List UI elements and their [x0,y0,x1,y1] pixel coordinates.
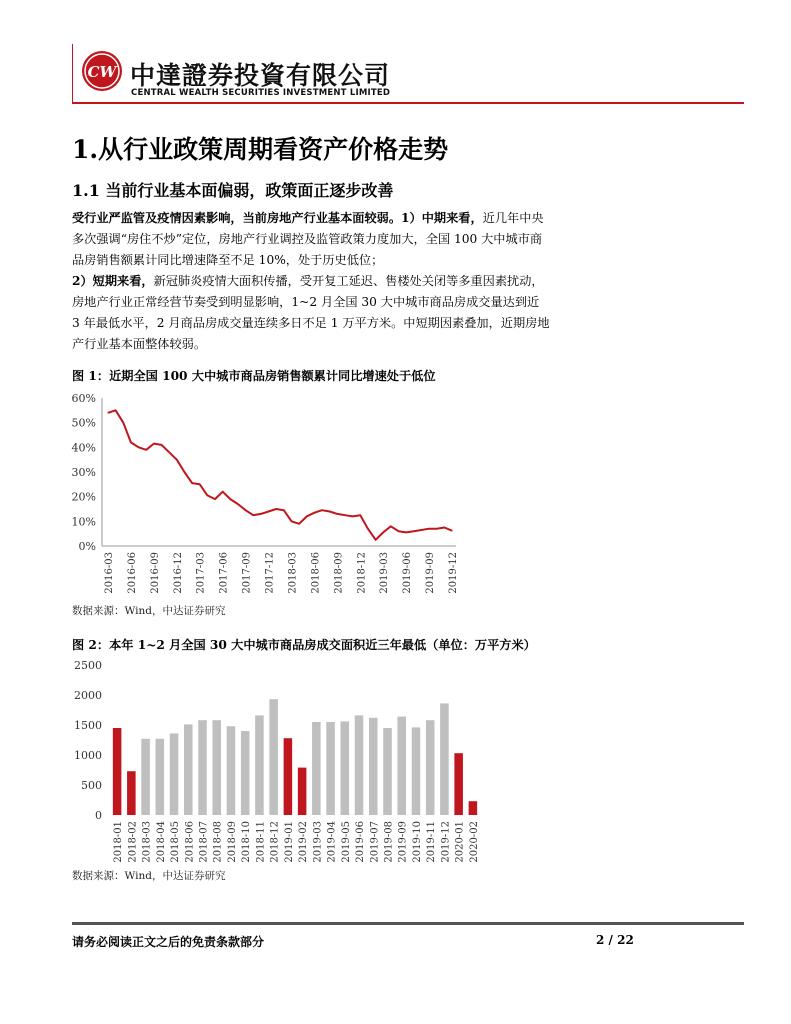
bar [469,801,478,815]
figure-2-source: 数据来源：Wind，中达证券研究 [72,870,226,882]
x-tick-label: 2019-03 [379,552,391,594]
data-point [191,483,192,484]
x-tick-label: 2019-04 [326,821,338,863]
data-point [436,528,437,529]
footer-disclaimer: 请务必阅读正文之后的免责条款部分 [72,935,265,949]
line-chart [60,388,480,600]
y-tick-label: 20% [71,490,96,504]
y-tick-label: 0% [78,540,96,553]
bar [397,717,406,815]
bar [156,739,165,815]
data-point [413,531,414,532]
x-tick-label: 2019-12 [448,552,459,594]
x-tick-label: 2019-09 [425,552,437,594]
x-tick-label: 2020-01 [454,821,466,863]
bar [198,720,207,815]
y-tick-label: 50% [71,416,96,430]
data-point [107,412,108,413]
x-tick-label: 2017-03 [195,552,207,594]
bar [383,728,392,815]
bar [284,738,293,815]
x-tick-label: 2019-12 [440,821,452,863]
x-tick-label: 2018-07 [198,821,210,863]
x-tick-label: 2017-12 [264,552,276,594]
header-rule [72,102,744,104]
bar-chart [60,655,490,865]
data-point [153,443,154,444]
data-point [123,422,124,423]
data-point [291,521,292,522]
bar [369,718,378,815]
figure-2-title: 图 2：本年 1~2 月全国 30 大中城市商品房成交面积近三年最低（单位：万平方米） [72,638,536,652]
y-tick-label: 1000 [74,749,102,762]
page-number: 2 / 22 [596,933,634,947]
y-tick-label: 500 [81,779,102,792]
data-point [245,510,246,511]
data-point [237,503,238,504]
data-point [161,444,162,445]
data-point [421,529,422,530]
x-tick-label: 2018-12 [269,821,281,863]
x-tick-label: 2016-03 [104,552,115,594]
data-point [146,449,147,450]
data-point [214,499,215,500]
data-point [360,515,361,516]
paragraph-2-text: 新冠肺炎疫情大面积传播，受开复工延迟、售楼处关闭等多重因素扰动，房地产行业正常经营节奏受到明显影响，1~2 月全国 30 大中城市商品房成交量达到近 3 年最低水平，2 月商品房成交量连续多日不足 1 万平方米。中短期因素叠加，近期房地产行业基本面整体较弱。 [72,274,550,351]
data-point [222,491,223,492]
bar [341,721,350,815]
data-point [299,523,300,524]
data-point [444,527,445,528]
bar [355,715,364,815]
subsection-title: 1.1 当前行业基本面偏弱，政策面正逐步改善 [72,181,394,200]
bar [298,768,307,815]
x-tick-label: 2016-12 [172,552,184,594]
x-tick-label: 2019-02 [298,821,310,863]
data-point [337,513,338,514]
data-point [321,510,322,511]
x-tick-label: 2018-03 [141,821,153,863]
data-point [199,484,200,485]
data-point [344,515,345,516]
x-tick-label: 2019-06 [355,821,367,863]
bar [227,726,236,815]
x-tick-label: 2019-06 [402,552,414,594]
bar [170,733,179,815]
bar [326,722,335,815]
data-point [169,452,170,453]
y-tick-label: 10% [71,515,96,529]
figure-1-source: 数据来源：Wind，中达证券研究 [72,605,226,617]
paragraph-1-text: 近几年中央多次强调“房住不炒”定位，房地产行业调控及监管政策力度加大，全国 100 大中城市商品房销售额累计同比增速降至不足 10%，处于历史低位； [72,211,544,267]
footer-rule [72,922,744,925]
bar [426,720,435,815]
bar [269,699,278,815]
data-point [268,511,269,512]
data-point [184,471,185,472]
data-point [276,508,277,509]
bar [127,771,136,815]
company-name-cn: 中達證券投資有限公司 [130,61,391,90]
data-point [383,532,384,533]
x-tick-label: 2019-08 [383,821,395,863]
x-tick-label: 2019-03 [312,821,324,863]
x-tick-label: 2016-09 [149,552,161,594]
bar [184,724,193,815]
x-tick-label: 2019-07 [369,821,381,863]
x-tick-label: 2019-11 [426,821,438,863]
x-tick-label: 2018-12 [356,552,368,594]
data-point [230,499,231,500]
figure-1-title: 图 1：近期全国 100 大中城市商品房销售额累计同比增速处于低位 [72,369,436,383]
x-tick-label: 2018-06 [310,552,322,594]
x-tick-label: 2017-06 [218,552,230,594]
x-tick-label: 2018-06 [184,821,196,863]
y-tick-label: 1500 [74,719,102,732]
x-tick-label: 2018-10 [241,821,253,863]
x-tick-label: 2019-01 [283,821,295,863]
company-logo [82,51,122,91]
data-point [207,495,208,496]
data-point [428,528,429,529]
data-point [329,511,330,512]
x-tick-label: 2018-09 [333,552,345,594]
y-tick-label: 40% [71,441,96,455]
data-point [352,516,353,517]
data-point [451,530,452,531]
data-point [306,516,307,517]
x-tick-label: 2018-11 [255,821,267,863]
y-tick-label: 30% [71,466,96,479]
section-title: 1.从行业政策周期看资产价格走势 [72,135,449,164]
data-point [406,532,407,533]
bar [212,720,221,815]
logo-text: CW [87,63,117,81]
data-point [375,539,376,540]
header-divider-line [72,44,73,102]
y-tick-label: 2000 [74,689,102,702]
x-tick-label: 2017-09 [241,552,253,594]
data-point [253,515,254,516]
data-point [130,442,131,443]
x-tick-label: 2019-05 [340,821,352,863]
x-tick-label: 2020-02 [468,821,480,863]
series-line [108,410,452,540]
x-tick-label: 2018-05 [170,821,182,863]
y-tick-label: 2500 [74,659,102,672]
y-tick-label: 0 [95,809,102,822]
data-point [367,528,368,529]
y-tick-label: 60% [71,392,96,405]
paragraph-2-bold: 2）短期来看， [72,274,154,288]
bar [440,703,449,815]
bar [312,722,321,815]
data-point [398,531,399,532]
data-point [115,410,116,411]
x-tick-label: 2018-02 [127,821,139,863]
data-point [390,526,391,527]
bar [141,739,150,815]
bar [241,731,250,815]
x-tick-label: 2018-09 [226,821,238,863]
data-point [138,447,139,448]
x-tick-label: 2018-01 [113,821,125,863]
x-tick-label: 2018-03 [287,552,299,594]
x-tick-label: 2019-10 [411,821,423,863]
bar [454,753,463,815]
data-point [260,513,261,514]
bar [113,728,122,815]
data-point [314,512,315,513]
x-tick-label: 2016-06 [126,552,138,594]
x-tick-label: 2019-09 [397,821,409,863]
company-name-en: CENTRAL WEALTH SECURITIES INVESTMENT LIMITED [131,88,391,98]
bar [255,715,264,815]
x-tick-label: 2018-04 [155,821,167,863]
paragraph-1-bold: 受行业严监管及疫情因素影响，当前房地产行业基本面较弱。1）中期来看， [72,211,483,225]
paragraph-1 [72,208,550,271]
data-point [176,459,177,460]
paragraph-2 [72,271,550,355]
x-tick-label: 2018-08 [212,821,224,863]
data-point [283,510,284,511]
bar [412,727,421,815]
